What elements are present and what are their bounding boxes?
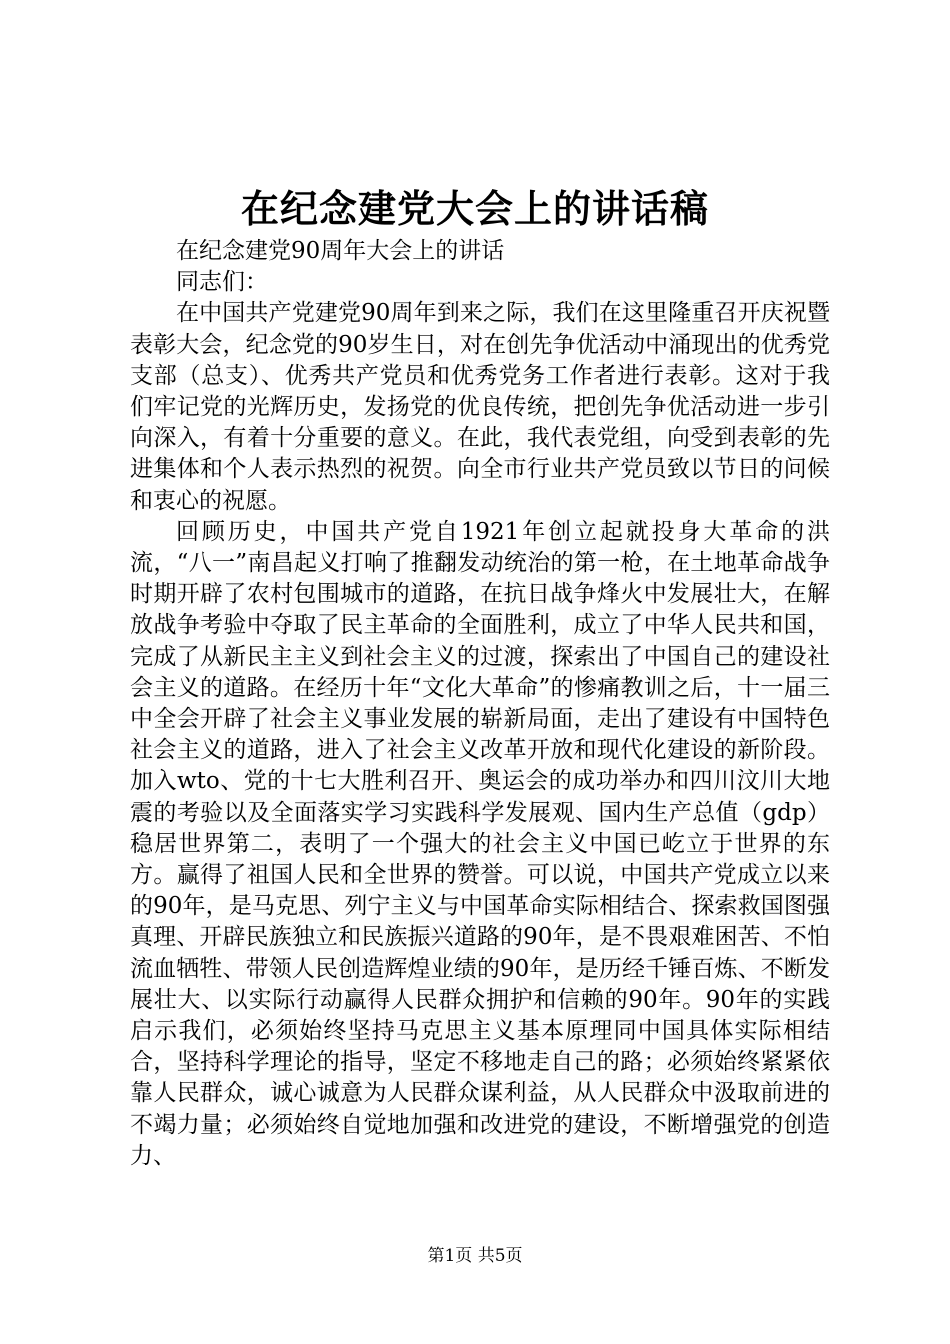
subtitle: 在纪念建党90周年大会上的讲话 bbox=[176, 238, 505, 264]
paragraph: 回顾历史，中国共产党自1921年创立起就投身大革命的洪流，“八一”南昌起义打响了推翻发动统治的第一枪，在土地革命战争时期开辟了农村包围城市的道路，在抗日战争烽火中发展壮大，在解放战争考验中夺取了民主革命的全面胜利，成立了中华人民共和国，完成了从新民主主义到社会主义的过渡，探索出了中国自己的建设社会主义的道路。在经历十年“文化大革命”的惨痛教训之后，十一届三中全会开辟了社会主义事业发展的崭新局面，走出了建设有中国特色社会主义的道路，进入了社会主义改革开放和现代化建设的新阶段。加入wto、党的十七大胜利召开、奥运会的成功举办和四川汶川大地震的考验以及全面落实学习实践科学发展观、国内生产总值（gdp）稳居世界第二，表明了一个强大的社会主义中国已屹立于世界的东方。赢得了祖国人民和全世界的赞誉。可以说，中国共产党成立以来的90年，是马克思、列宁主义与中国革命实际相结合、探索救国图强真理、开辟民族独立和民族振兴道路的90年，是不畏艰难困苦、不怕流血牺牲、带领人民创造辉煌业绩的90年，是历经千锤百炼、不断发展壮大、以实际行动赢得人民群众拥护和信赖的90年。90年的实践启示我们，必须始终坚持马克思主义基本原理同中国具体实际相结合，坚持科学理论的指导，坚定不移地走自己的路；必须始终紧紧依靠人民群众，诚心诚意为人民群众谋利益，从人民群众中汲取前进的不竭力量；必须始终自觉地加强和改进党的建设，不断增强党的创造力、 bbox=[130, 518, 830, 1169]
salutation: 同志们： bbox=[176, 269, 268, 296]
paragraph: 在中国共产党建党90周年到来之际，我们在这里隆重召开庆祝暨表彰大会，纪念党的90岁生日，对在创先争优活动中涌现出的优秀党支部（总支）、优秀共产党员和优秀党务工作者进行表彰。这对于我们牢记党的光辉历史，发扬党的优良传统，把创先争优活动进一步引向深入，有着十分重要的意义。在此，我代表党组，向受到表彰的先进集体和个人表示热烈的祝贺。向全市行业共产党员致以节日的问候和衷心的祝愿。 bbox=[130, 300, 830, 514]
document-title: 在纪念建党大会上的讲话稿 bbox=[240, 186, 709, 231]
page-footer: 第1页 共5页 bbox=[427, 1246, 523, 1266]
document-body bbox=[130, 236, 830, 1172]
